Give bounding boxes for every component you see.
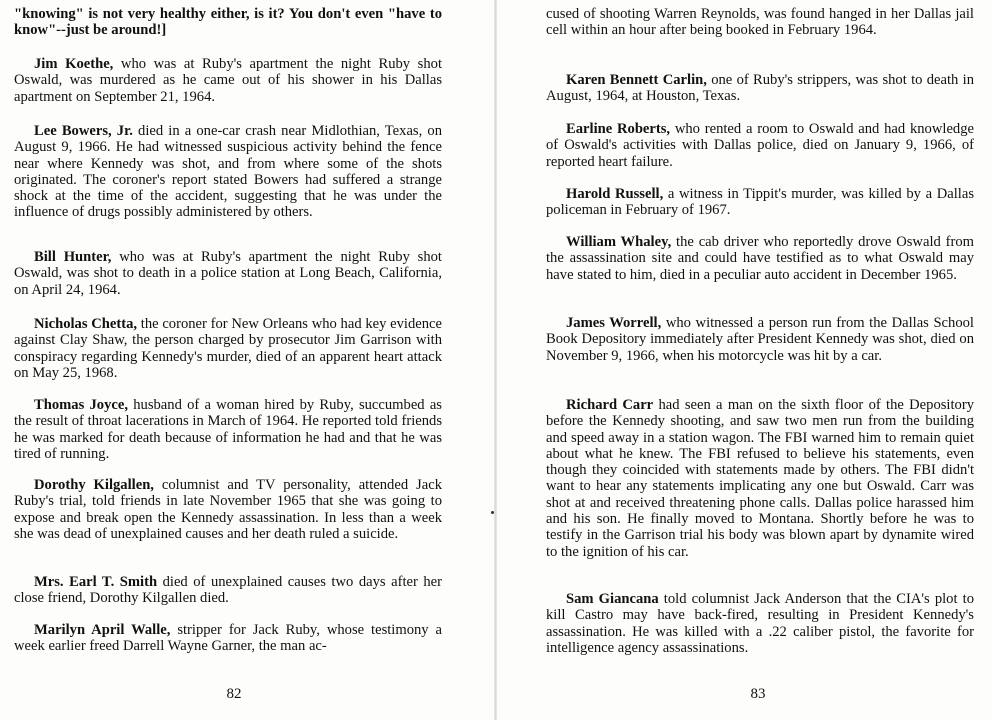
entry-text: the cab driver who reportedly drove Oswald from the assassination site and could have testified as to what Oswald may have stated to him, died in a peculiar auto accident in December 1965. (546, 234, 974, 283)
entry-text: told columnist Jack Anderson that the CIA's plot to kill Castro may have back-fired, resulting in President Kennedy's assassination. He was killed with a .22 caliber pistol, the favorite for intelligence agency assassinations. (546, 591, 974, 656)
entry-james-worrell (546, 315, 974, 364)
entry-name: Marilyn April Walle, (34, 622, 171, 638)
entry-name: Lee Bowers, Jr. (34, 123, 133, 139)
entry-text: who was at Ruby's apartment the night Ruby shot Oswald, was murdered as he came out of his shower in his Dallas apartment on September 21, 1964. (14, 56, 442, 105)
entry-name: Dorothy Kilgallen, (34, 477, 154, 493)
entry-nicholas-chetta (14, 316, 442, 381)
entry-name: Harold Russell, (566, 186, 664, 202)
entry-bill-hunter (14, 249, 442, 298)
entry-william-whaley (546, 234, 974, 283)
entry-jim-koethe (14, 56, 442, 105)
entry-harold-russell (546, 186, 974, 219)
entry-text: died in a one-car crash near Midlothian, Texas, on August 9, 1966. He had witnessed suspicious activity behind the fence near where Kennedy was shot, and from where some of the shots originated. The coroner's report stated Bowers had suffered a strange shock at the time of the accident, suggesting that he was under the influence of drugs possibly administered by others. (14, 123, 442, 221)
entry-karen-carlin (546, 72, 974, 105)
speck-mark (491, 511, 494, 514)
entry-text: who was at Ruby's apartment the night Ruby shot Oswald, was shot to death in a police station at Long Beach, California, on April 24, 1964. (14, 249, 442, 298)
continuation-paragraph: cused of shooting Warren Reynolds, was found hanged in her Dallas jail cell within an hour after being booked in February 1964. (546, 6, 974, 39)
entry-lee-bowers (14, 123, 442, 221)
entry-text: died of unexplained causes two days after her close friend, Dorothy Kilgallen died. (14, 574, 442, 607)
entry-mrs-earl-smith (14, 574, 442, 607)
entry-name: Jim Koethe, (34, 56, 114, 72)
entry-text: who witnessed a person run from the Dallas School Book Depository immediately after President Kennedy was shot, died on November 9, 1966, when his motorcycle was hit by a car. (546, 315, 974, 364)
entry-name: Karen Bennett Carlin, (566, 72, 707, 88)
entry-name: Earline Roberts, (566, 121, 671, 137)
entry-text: had seen a man on the sixth floor of the Depository before the Kennedy shooting, and saw two men run from the building and speed away in a station wagon. The FBI warned him to remain quiet about what he knew. The FBI refused to believe his statements, even though they coincided with statements made by others. The FBI didn't want to hear any statements implicating any one but Oswald. Carr was shot at and received threatening phone calls. Dallas police harassed him and his son. He finally moved to Montana. Shortly before he was to testify in the Garrison trial his body was blown apart by dynamite wired to the ignition of his car. (546, 397, 974, 560)
entry-dorothy-kilgallen (14, 477, 442, 542)
entry-text: the coroner for New Orleans who had key evidence against Clay Shaw, the person charged by prosecutor Jim Garrison with conspiracy regarding Kennedy's murder, died of an apparent heart attack on May 25, 1968. (14, 316, 442, 381)
entry-marilyn-walle (14, 622, 442, 655)
entry-name: Mrs. Earl T. Smith (34, 574, 158, 590)
entry-name: Thomas Joyce, (34, 397, 128, 413)
entry-text: one of Ruby's strippers, was shot to death in August, 1964, at Houston, Texas. (546, 72, 974, 105)
entry-name: William Whaley, (566, 234, 672, 250)
entry-name: Bill Hunter, (34, 249, 112, 265)
book-gutter (494, 0, 497, 720)
page-number-right: 83 (750, 686, 766, 702)
entry-text: columnist and TV personality, attended Jack Ruby's trial, told friends in late November 1965 that she was going to expose and break open the Kennedy assassination. In less than a week she was dead of unexplained causes and her death ruled a suicide. (14, 477, 442, 542)
entry-name: Nicholas Chetta, (34, 316, 138, 332)
entry-name: Sam Giancana (566, 591, 659, 607)
entry-text: who rented a room to Oswald and had knowledge of Oswald's activities with Dallas police, died on January 9, 1966, of reported heart failure. (546, 121, 974, 170)
entry-thomas-joyce (14, 397, 442, 462)
entry-earline-roberts (546, 121, 974, 170)
entry-sam-giancana (546, 591, 974, 656)
entry-richard-carr (546, 397, 974, 560)
entry-name: Richard Carr (566, 397, 654, 413)
intro-paragraph: "knowing" is not very healthy either, is it? You don't even "have to know"--just be around!] (14, 6, 442, 39)
entry-text: husband of a woman hired by Ruby, succumbed as the result of throat lacerations in March of 1964. He reported told friends he was marked for death because of information he had and that he was tired of running. (14, 397, 442, 462)
entry-name: James Worrell, (566, 315, 662, 331)
entry-text: stripper for Jack Ruby, whose testimony a week earlier freed Darrell Wayne Garner, the man ac- (14, 622, 442, 655)
entry-text: a witness in Tippit's murder, was killed by a Dallas policeman in February of 1967. (546, 186, 974, 219)
page-number-left: 82 (226, 686, 242, 702)
